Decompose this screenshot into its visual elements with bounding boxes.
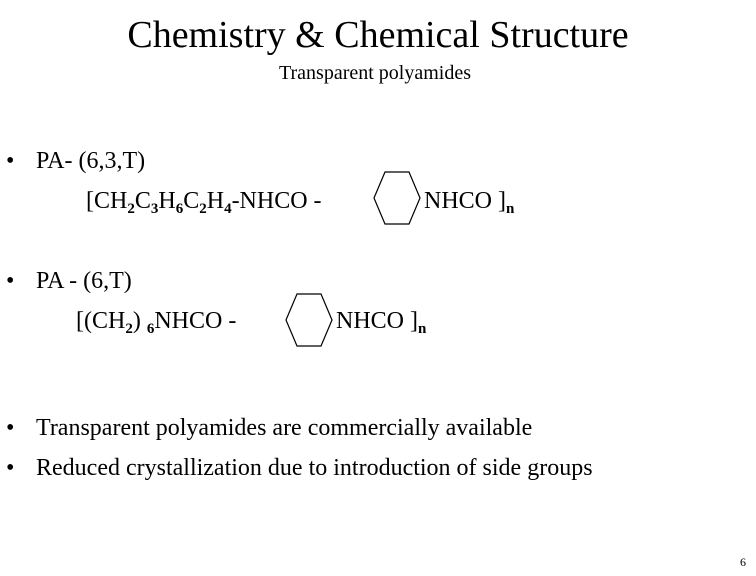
formula-subscript: n — [418, 321, 427, 337]
formula-text: C — [134, 188, 151, 214]
note-item — [6, 413, 532, 443]
formula-text: NHCO ] — [336, 308, 418, 334]
slide-subtitle: Transparent polyamides — [278, 62, 471, 84]
benzene-ring-icon — [284, 292, 334, 348]
formula-subscript: 2 — [199, 201, 207, 217]
bullet-icon: • — [6, 268, 15, 294]
formula-text: C — [183, 188, 200, 214]
note-text: Reduced crystallization due to introduction of side groups — [36, 455, 593, 481]
formula-subscript: 6 — [175, 201, 184, 217]
formula-text: NHCO - — [154, 308, 237, 334]
formula-subscript: 6 — [146, 321, 155, 337]
formula-subscript: n — [506, 201, 515, 217]
formula-pa-63t — [86, 186, 322, 216]
formula-text: NHCO ] — [424, 188, 506, 214]
bullet-icon: • — [6, 148, 15, 174]
formula-text: H — [158, 188, 176, 214]
formula-text: -NHCO - — [231, 188, 322, 214]
formula-pa-63t-tail — [424, 186, 514, 216]
formula-subscript: 4 — [224, 201, 232, 217]
formula-pa-6t — [76, 306, 236, 336]
formula-subscript: 2 — [125, 321, 133, 337]
formula-text: ) — [132, 308, 147, 334]
bullet-label: PA- (6,3,T) — [36, 148, 146, 174]
bullet-icon: • — [6, 455, 15, 481]
bullet-label: PA - (6,T) — [36, 268, 132, 294]
formula-text: H — [206, 188, 225, 214]
note-text: Transparent polyamides are commercially available — [36, 415, 533, 441]
formula-pa-6t-tail — [336, 306, 426, 336]
formula-subscript: 2 — [127, 201, 135, 217]
slide-title: Chemistry & Chemical Structure — [127, 14, 629, 56]
formula-text: [(CH — [76, 308, 126, 334]
bullet-item-pa-6t — [6, 266, 132, 296]
note-item — [6, 453, 593, 483]
formula-text: [CH — [86, 188, 128, 214]
benzene-ring-icon — [372, 170, 422, 226]
formula-subscript: 3 — [150, 201, 159, 217]
page-number: 6 — [740, 555, 746, 569]
bullet-icon: • — [6, 415, 15, 441]
bullet-item-pa-63t — [6, 146, 145, 176]
